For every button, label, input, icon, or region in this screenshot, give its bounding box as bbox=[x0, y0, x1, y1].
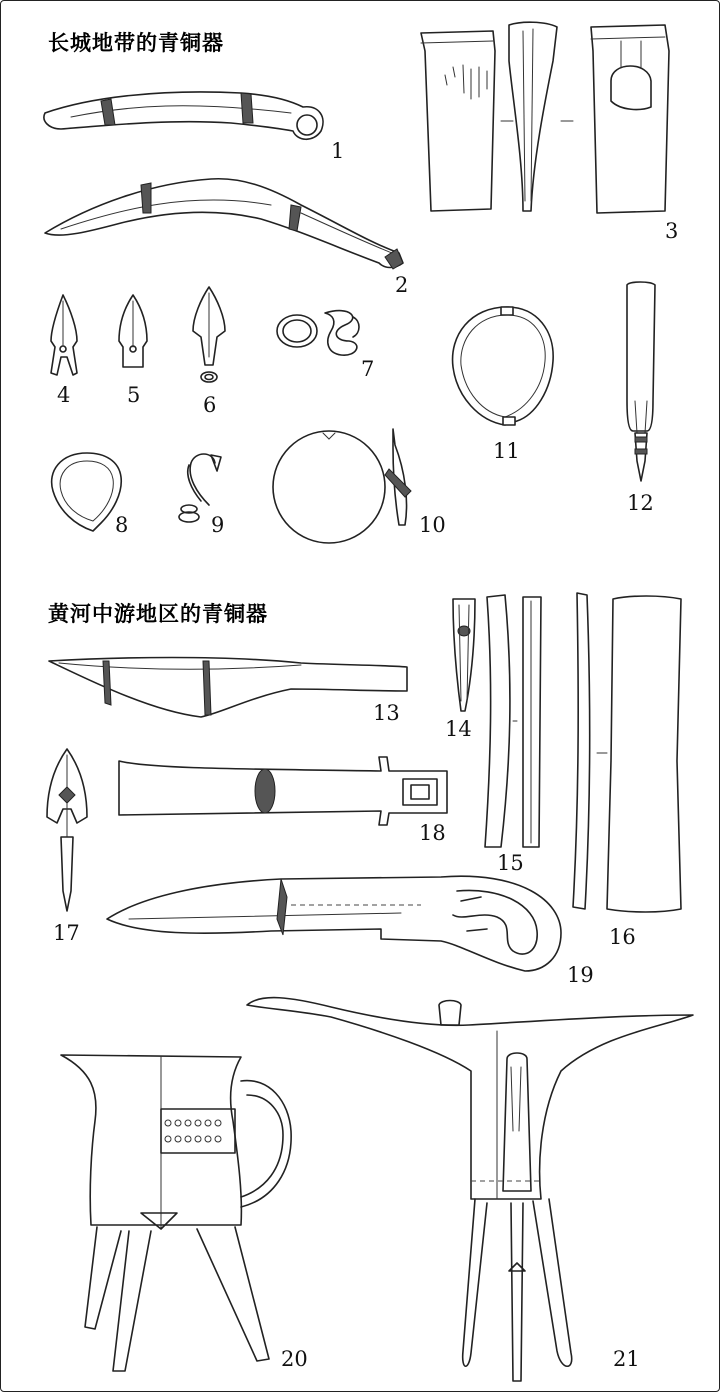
artifact-3-socketed-axe bbox=[421, 22, 669, 213]
section-title-great-wall: 长城地带的青铜器 bbox=[48, 31, 224, 55]
artifact-16-flat-blade bbox=[573, 593, 681, 912]
artifact-21-jue-vessel bbox=[247, 998, 693, 1381]
label-13: 13 bbox=[373, 701, 400, 725]
label-20: 20 bbox=[281, 1347, 308, 1371]
label-2: 2 bbox=[395, 273, 409, 297]
artifact-7-coiled-ornament bbox=[277, 311, 359, 356]
label-1: 1 bbox=[331, 139, 345, 163]
artifact-11-torque bbox=[453, 307, 554, 425]
artifact-drawings bbox=[1, 1, 720, 1392]
artifact-8-ring bbox=[52, 453, 122, 531]
artifact-17-arrowhead bbox=[47, 749, 87, 911]
section-title-yellow-river: 黄河中游地区的青铜器 bbox=[48, 602, 268, 626]
label-9: 9 bbox=[211, 513, 225, 537]
label-5: 5 bbox=[127, 383, 141, 407]
artifact-15-long-blade bbox=[485, 595, 541, 847]
artifact-5-arrowhead bbox=[119, 295, 147, 367]
artifact-20-jia-vessel bbox=[61, 1055, 291, 1371]
artifact-14-spearhead bbox=[453, 599, 475, 711]
label-7: 7 bbox=[361, 357, 375, 381]
label-15: 15 bbox=[497, 851, 524, 875]
label-19: 19 bbox=[567, 963, 594, 987]
label-17: 17 bbox=[53, 921, 80, 945]
label-10: 10 bbox=[419, 513, 446, 537]
artifact-9-earring bbox=[179, 454, 221, 522]
label-3: 3 bbox=[665, 219, 679, 243]
artifact-4-arrowhead bbox=[51, 295, 77, 375]
label-6: 6 bbox=[203, 393, 217, 417]
label-12: 12 bbox=[627, 491, 654, 515]
artifact-2-curved-blade bbox=[45, 179, 403, 269]
artifact-18-ge-halberd bbox=[119, 757, 447, 825]
label-8: 8 bbox=[115, 513, 129, 537]
label-14: 14 bbox=[445, 717, 472, 741]
label-16: 16 bbox=[609, 925, 636, 949]
artifact-6-arrowhead bbox=[193, 287, 225, 382]
artifact-1-ring-pommel-knife bbox=[44, 92, 323, 139]
jia-band-decor bbox=[161, 1109, 235, 1153]
label-18: 18 bbox=[419, 821, 446, 845]
label-21: 21 bbox=[613, 1347, 640, 1371]
label-11: 11 bbox=[493, 439, 520, 463]
artifact-12-socketed-tool bbox=[627, 282, 655, 481]
artifact-13-knife bbox=[49, 658, 407, 718]
artifact-10-mirror bbox=[273, 429, 411, 543]
label-4: 4 bbox=[57, 383, 71, 407]
artifact-19-dagger bbox=[107, 876, 561, 971]
